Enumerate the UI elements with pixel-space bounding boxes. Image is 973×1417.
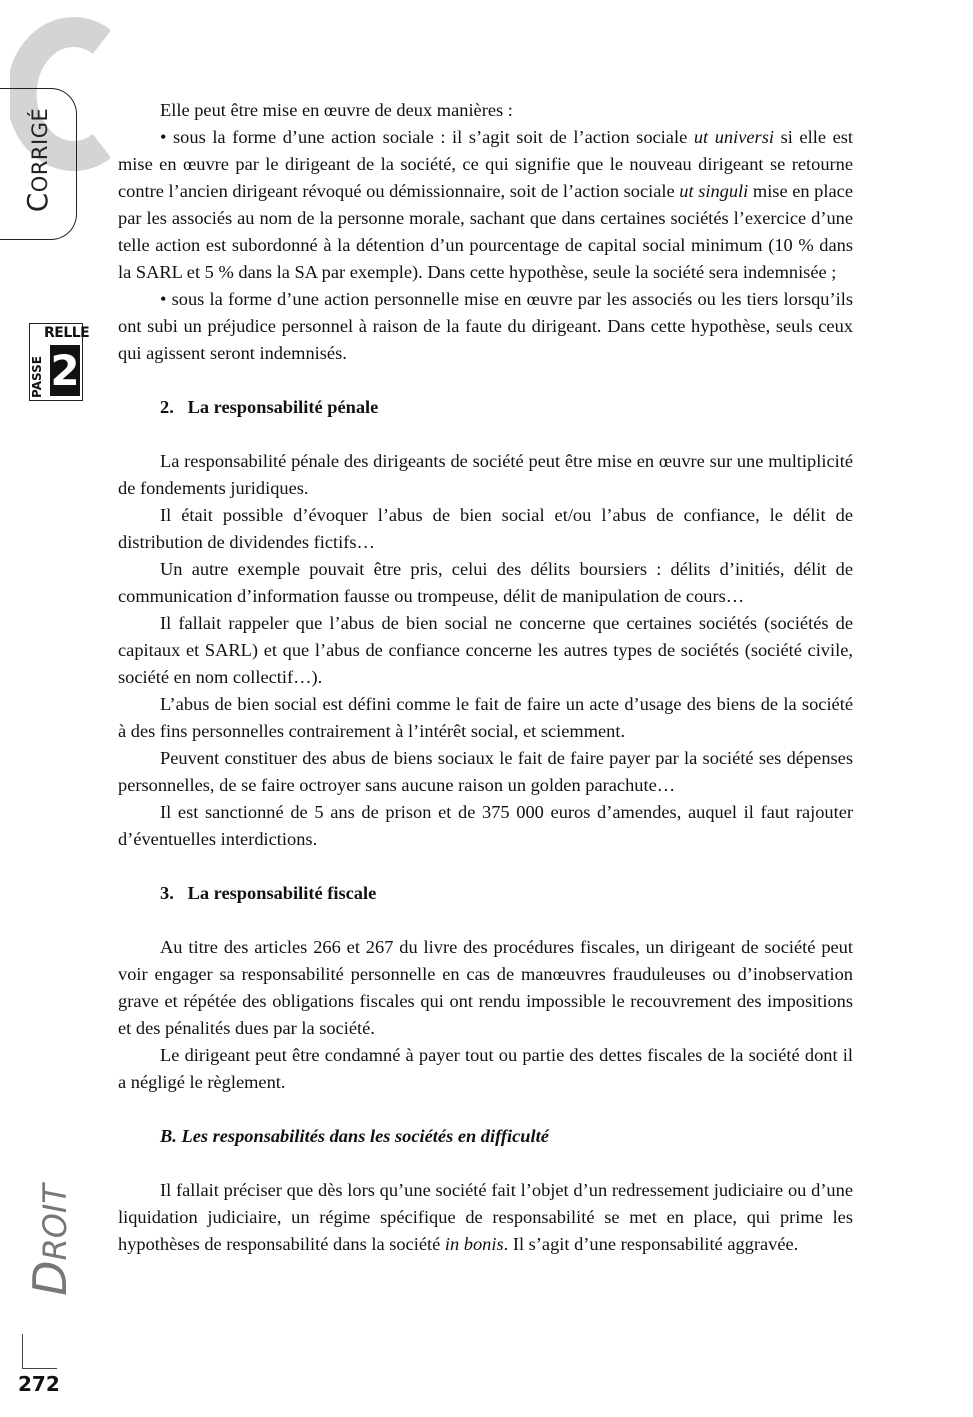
section-heading: 3. La responsabilité fiscale [160, 883, 377, 903]
paragraph: Un autre exemple pouvait être pris, celui des délits boursiers : délits d’initiés, délit de communication d’information fausse ou trompeuse, délit de manipulation de cours… [118, 559, 853, 606]
section-label: CORRIGÉ [21, 107, 54, 213]
series-logo: RELLE PASSE 2 [29, 323, 83, 401]
paragraph: Il fallait préciser que dès lors qu’une société fait l’objet d’un redressement judiciaire ou d’une liquidation judiciaire, un régime spécifique de responsabilité se met en place, qui prime les hypothèses de responsabilité dans la société in bonis. Il s’agit d’une responsabilité aggravée. [118, 1180, 853, 1254]
page-corner-mark [22, 1334, 57, 1369]
subsection-heading: B. Les responsabilités dans les sociétés en difficulté [160, 1126, 549, 1146]
subject-label: Droit [23, 1184, 77, 1296]
paragraph: Il fallait rappeler que l’abus de bien social ne concerne que certaines sociétés (sociétés de capitaux et SARL) et que l’abus de confiance concerne les autres types de sociétés (société civile, société en nom collectif…). [118, 613, 853, 687]
section-heading: 2. La responsabilité pénale [160, 397, 379, 417]
paragraph: La responsabilité pénale des dirigeants de société peut être mise en œuvre sur une multiplicité de fondements juridiques. [118, 451, 853, 498]
body-text [118, 97, 853, 1258]
paragraph: Peuvent constituer des abus de biens sociaux le fait de faire payer par la société ses dépenses personnelles, de se faire octroyer sans aucune raison un golden parachute… [118, 748, 853, 795]
paragraph: Elle peut être mise en œuvre de deux manières : [160, 100, 513, 120]
paragraph: Il était possible d’évoquer l’abus de bien social et/ou l’abus de confiance, le délit de distribution de dividendes fictifs… [118, 505, 853, 552]
paragraph: L’abus de bien social est défini comme le fait de faire un acte d’usage des biens de la société à des fins personnelles contrairement à l’intérêt social, et sciemment. [118, 694, 853, 741]
paragraph: • sous la forme d’une action personnelle mise en œuvre par les associés ou les tiers lorsqu’ils ont subi un préjudice personnel à raison de la faute du dirigeant. Dans cette hypothèse, seuls ceux qui agissent seront indemnisés. [118, 289, 853, 363]
paragraph: Il est sanctionné de 5 ans de prison et de 375 000 euros d’amendes, auquel il faut rajouter d’éventuelles interdictions. [118, 802, 853, 849]
paragraph: Au titre des articles 266 et 267 du livre des procédures fiscales, un dirigeant de société peut voir engager sa responsabilité personnelle en cas de manœuvres frauduleuses ou d’inobservation grave et répétée des obligations fiscales qui ont rendu impossible le recouvrement des impositions et des pénalités dues par la société. [118, 937, 853, 1038]
paragraph: • sous la forme d’une action sociale : il s’agit soit de l’action sociale ut universi si elle est mise en œuvre par le dirigeant de la société, ce qui signifie que le nouveau dirigeant se retourne contre l’ancien dirigeant révoqué ou démissionnaire, soit de l’action sociale ut singuli mise en place par les associés au nom de la personne morale, sachant que dans certaines sociétés l’exercice d’une telle action est subordonné à la détention d’un pourcentage de capital social minimum (10 % dans la SARL et 5 % dans la SA par exemple). Dans cette hypothèse, seule la société sera indemnisée ; [118, 127, 853, 282]
paragraph: Le dirigeant peut être condamné à payer tout ou partie des dettes fiscales de la société dont il a négligé le règlement. [118, 1045, 853, 1092]
page-number: 272 [18, 1372, 60, 1396]
